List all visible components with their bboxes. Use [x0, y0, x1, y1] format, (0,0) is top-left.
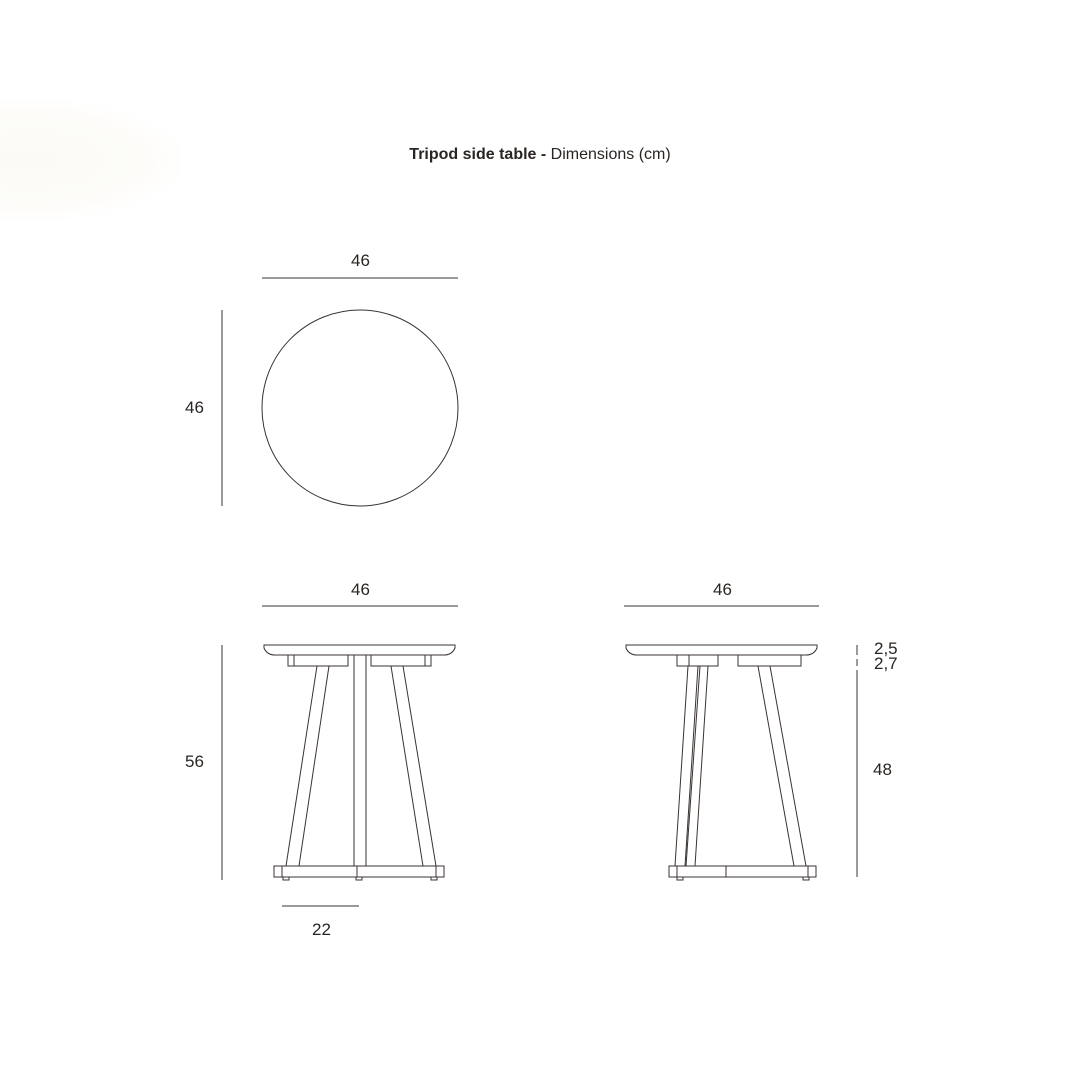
side-width-label: 46 [713, 580, 732, 599]
side-apron-right [738, 655, 801, 666]
side-top-thickness-label: 2,5 [874, 639, 898, 658]
front-foot-center [356, 877, 362, 880]
front-leg-center [354, 655, 366, 866]
side-leg-height-label: 48 [873, 760, 892, 779]
tabletop-circle [262, 310, 458, 506]
front-foot-left [283, 877, 289, 880]
side-view [624, 606, 857, 880]
side-leg-back [758, 666, 806, 866]
front-leg-left [286, 666, 329, 866]
title-subtitle: Dimensions (cm) [550, 146, 671, 163]
front-foot-right [431, 877, 437, 880]
top-view [222, 278, 458, 506]
top-depth-label: 46 [185, 398, 204, 417]
side-apron-label: 2,7 [874, 654, 898, 673]
front-width-label: 46 [351, 580, 370, 599]
side-base-stretcher [669, 866, 816, 877]
top-width-label: 46 [351, 251, 370, 270]
title-product: Tripod side table [409, 146, 537, 163]
front-tabletop [264, 645, 455, 655]
front-height-label: 56 [185, 752, 204, 771]
side-apron-left [677, 655, 718, 666]
front-leg-right [391, 666, 436, 866]
side-leg-front-b [686, 666, 708, 866]
front-apron-left [288, 655, 348, 666]
front-view [222, 606, 458, 906]
front-base-stretcher [274, 866, 444, 877]
side-leg-front-a [675, 666, 698, 866]
side-foot-left [677, 877, 683, 880]
title-separator: - [540, 146, 547, 163]
side-foot-right [803, 877, 809, 880]
side-tabletop [626, 645, 817, 655]
front-base-label: 22 [312, 920, 331, 939]
front-apron-right [371, 655, 431, 666]
